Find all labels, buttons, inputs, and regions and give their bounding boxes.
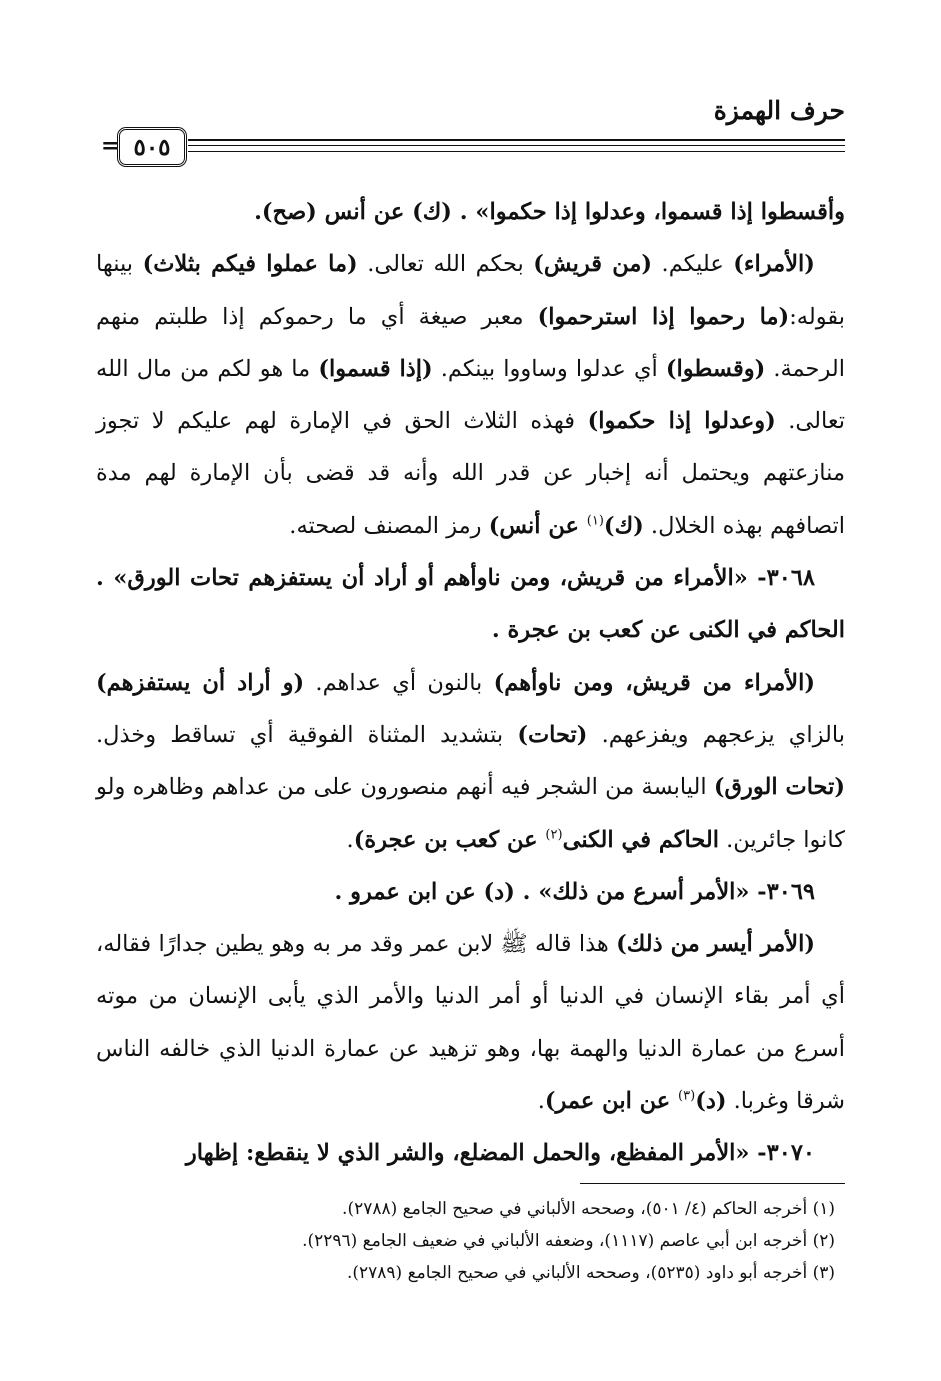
running-head: حرف الهمزة bbox=[713, 96, 845, 125]
bold-text: (ك) bbox=[603, 512, 644, 539]
bold-text: (الأمراء من قريش، ومن ناوأهم) bbox=[493, 669, 816, 696]
header-rule bbox=[188, 151, 845, 152]
text-run: هذا قاله ﷺ لابن عمر وقد مر به وهو يطين جدارًا فقاله، أي أمر بقاء الإنسان في الدنيا أو أمر الدنيا والأمر الذي يأبى الإنسان من موته أسرع من عمارة الدنيا والهمة بها، وهو تزهيد عن عمارة الدنيا الذي خالفه الناس شرقا وغربا. bbox=[96, 931, 845, 1115]
footnote: (٢) أخرجه ابن أبي عاصم (١١١٧)، وضعفه الألباني في ضعيف الجامع (٢٢٩٦). bbox=[302, 1231, 835, 1251]
paragraph bbox=[96, 918, 845, 1127]
text-run: بتشديد المثناة الفوقية أي تساقط وخذل. bbox=[96, 721, 518, 748]
body-text bbox=[96, 186, 845, 1180]
paragraph bbox=[96, 186, 845, 238]
text-run: بحكم الله تعالى. bbox=[357, 251, 534, 278]
footnote: (٣) أخرجه أبو داود (٥٢٣٥)، وصححه الألباني في صحيح الجامع (٢٧٨٩). bbox=[346, 1263, 835, 1283]
footnote-ref: (٢) bbox=[545, 827, 563, 843]
paragraph bbox=[96, 552, 845, 657]
bold-text: (و أراد أن يستفزهم) bbox=[96, 669, 305, 696]
header-rule bbox=[188, 145, 845, 146]
footnote-ref: (١) bbox=[586, 513, 604, 529]
footnote-rule bbox=[580, 1183, 845, 1184]
bold-text: ٣٠٦٨- «الأمراء من قريش، ومن ناوأهم أو أراد أن يستفزهم تحات الورق» . الحاكم في الكنى عن كعب بن عجرة . bbox=[96, 565, 845, 644]
bold-text: عن ابن عمر) bbox=[544, 1088, 679, 1115]
header-rule bbox=[188, 139, 845, 141]
bold-text: (الأمراء) bbox=[733, 251, 815, 278]
text-run: بينها بقوله: bbox=[96, 251, 845, 330]
bold-text: (ما عملوا فيكم بثلاث) bbox=[142, 251, 358, 278]
text-run: بالنون أي عداهم. bbox=[304, 669, 494, 696]
page-number bbox=[117, 127, 187, 167]
header-dash-mark: = bbox=[101, 133, 120, 159]
text-run: . bbox=[537, 1088, 545, 1115]
bold-text: عن كعب بن عجرة) bbox=[353, 826, 546, 853]
bold-text: (وعدلوا إذا حكموا) bbox=[587, 408, 776, 435]
bold-text: (من قريش) bbox=[533, 251, 653, 278]
bold-text: ٣٠٧٠- «الأمر المفظع، والحمل المضلع، والشر الذي لا ينقطع: إظهار bbox=[185, 1140, 815, 1167]
bold-text: (ما رحموا إذا استرحموا) bbox=[537, 303, 790, 330]
text-run: ما هو لكم من مال الله تعالى. bbox=[96, 355, 845, 435]
page-number-text: ٥٠٥ bbox=[133, 133, 171, 161]
paragraph bbox=[96, 866, 845, 918]
paragraph bbox=[96, 657, 845, 866]
paragraph bbox=[96, 1127, 845, 1179]
bold-text: وأقسطوا إذا قسموا، وعدلوا إذا حكموا» . (ك) عن أنس (صح). bbox=[254, 199, 845, 225]
text-run: معبر صيغة أي ما رحموكم إذا طلبتم منهم الرحمة. bbox=[96, 303, 845, 382]
footnote: (١) أخرجه الحاكم (٤/ ٥٠١)، وصححه الألباني في صحيح الجامع (٢٧٨٨). bbox=[342, 1199, 835, 1219]
bold-text: (وقسطوا) bbox=[665, 355, 766, 382]
bold-text: (إذا قسموا) bbox=[318, 355, 433, 382]
text-run: . bbox=[346, 826, 354, 853]
footnotes bbox=[96, 1193, 845, 1289]
bold-text: ٣٠٦٩- «الأمر أسرع من ذلك» . (د) عن ابن عمرو . bbox=[334, 878, 815, 905]
bold-text: عن أنس) bbox=[488, 512, 587, 539]
bold-text: (تحات الورق) bbox=[713, 774, 845, 801]
paragraph bbox=[96, 238, 845, 552]
bold-text: (تحات) bbox=[517, 721, 588, 748]
text-run: بالزاي يزعجهم ويفزعهم. bbox=[587, 721, 845, 748]
text-run: عليكم. bbox=[652, 251, 734, 278]
bold-text: (د) bbox=[695, 1088, 727, 1115]
text-run: فهذه الثلاث الحق في الإمارة لهم عليكم لا تجوز منازعتهم ويحتمل أنه إخبار عن قدر الله وأنه قد قضى بأن الإمارة لهم مدة اتصافهم بهذه الخلال. bbox=[96, 408, 845, 539]
text-run: رمز المصنف لصحته. bbox=[289, 512, 489, 539]
footnote-ref: (٣) bbox=[678, 1088, 696, 1104]
bold-text: الحاكم في الكنى bbox=[562, 826, 719, 853]
text-run: أي عدلوا وساووا بينكم. bbox=[432, 355, 666, 382]
bold-text: (الأمر أيسر من ذلك) bbox=[616, 931, 815, 958]
text-run: اليابسة من الشجر فيه أنهم منصورون على من عداهم وظاهره ولو كانوا جائرين. bbox=[96, 774, 845, 853]
